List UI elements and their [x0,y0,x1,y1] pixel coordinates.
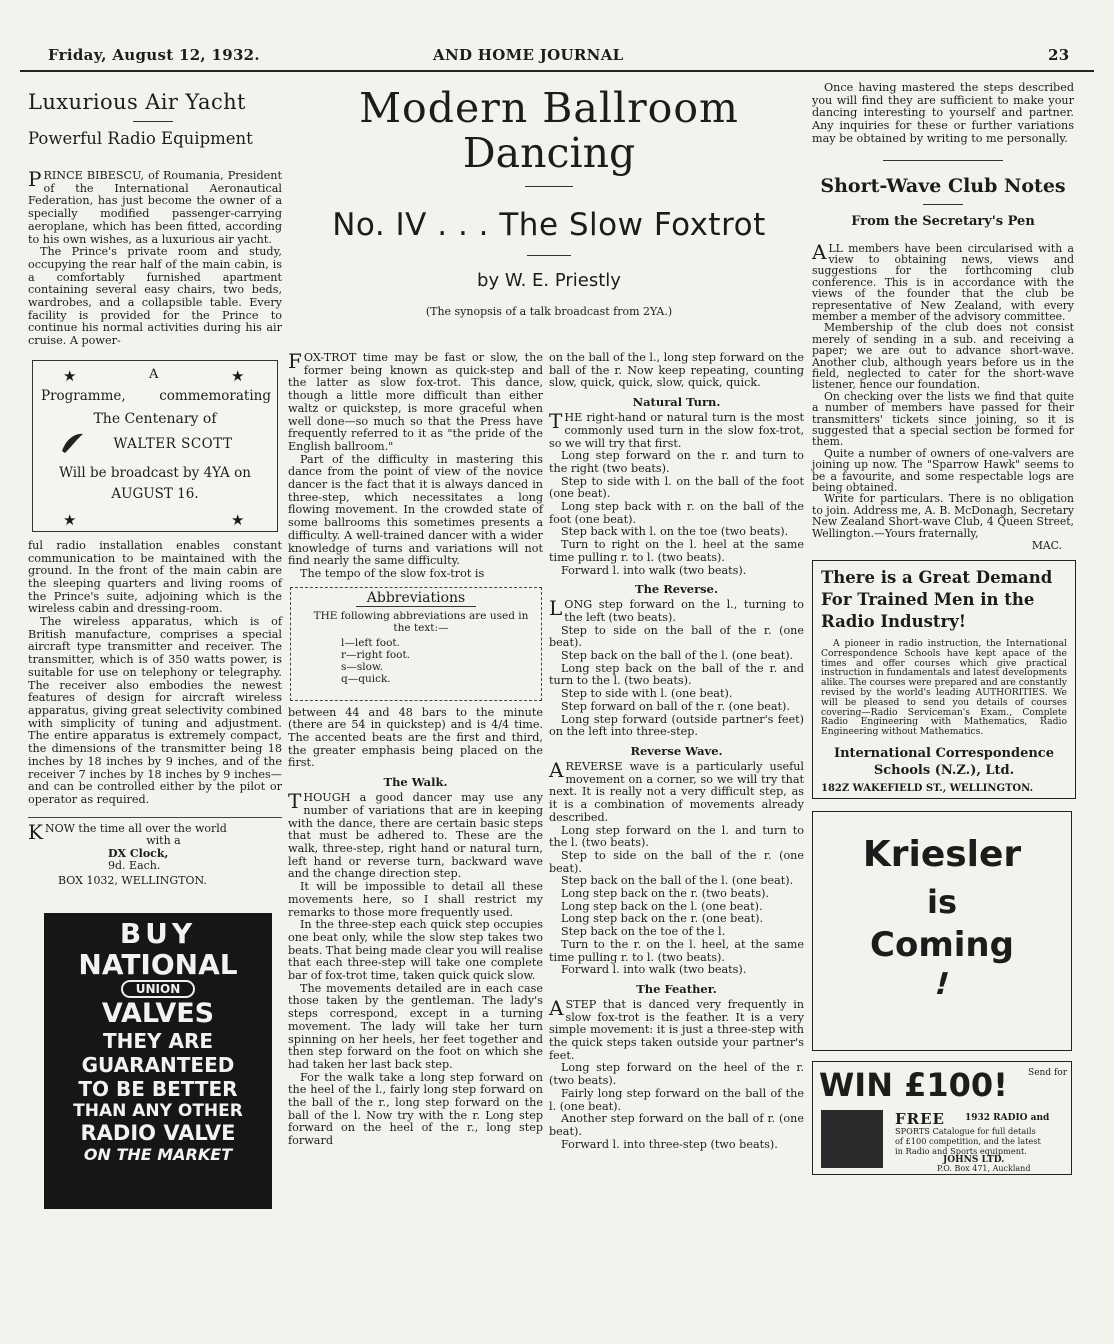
reverse-step: Long step forward (outside partner's feet) on the left into three-step. [549,712,804,739]
dx-clock-ad [28,817,282,888]
dx-line-1: NOW the time all over the world [44,821,227,835]
ics-body: A pioneer in radio instruction, the International Correspondence Schools have kept apace of the times and offer courses which give practical instruction in fundamentals and latest developments alike. The courses were prepared and are constantly revised by the world's leading AUTHORITIES. We will be pleased to send you details of courses covering—Radio Serviceman's Exam., Complete Radio Engineering with Mathematics, Radio Engineering without Mathematics. [821,638,1067,738]
johns-headline: WIN £100! [819,1066,1008,1105]
wave-step: Long step forward on the l. and turn to the l. (two beats). [549,823,804,850]
walk-para-2: It will be impossible to detail all these movements here, so I shall restrict my remarks to those more frequently used. [288,880,543,919]
johns-text-1: 1932 RADIO and [965,1113,1050,1124]
kriesler-line-1: Kriesler [862,834,1022,876]
dx-line-4: 9d. Each. [108,859,161,873]
section-rule [883,160,1003,161]
air-yacht-title: Luxurious Air Yacht [28,90,246,114]
abbreviations-rule [356,606,476,607]
scott-line-5: AUGUST 16. [111,485,199,502]
wave-step: Long step back on the r. (two beats). [561,887,770,901]
dropcap: T [288,789,302,814]
wave-para-1 [549,757,804,825]
star-icon: ★ [231,510,245,529]
shortwave-subtitle: From the Secretary's Pen [851,213,1035,229]
walk-para-4: The movements detailed are in each case those taken by the gentleman. The lady's steps correspond, except in a turning movement. The lady will take her turn spinning on her heels, her feet together and then step forward on the foot on which she had taken her last back step. [288,981,543,1071]
valves-line: TO BE BETTER [78,1077,238,1102]
air-yacht-para-1 [28,167,282,246]
valves-line: ON THE MARKET [83,1145,233,1165]
catalogue-image [821,1110,883,1168]
ballroom-note: (The synopsis of a talk broadcast from 2YA.) [425,305,673,318]
johns-free: FREE [895,1110,945,1129]
ballroom-column-b [549,352,804,1151]
abbreviation-item: l—left foot. [341,636,400,649]
ballroom-heading [288,86,810,318]
dropcap: T [549,409,563,434]
walk-para-3: In the three-step each quick step occupies one beat only, while the slow step takes two beats. That being made clear you will realise that each three-step will take one complete bar of fox-trot time, taken quick quick slow. [288,918,543,983]
shortwave-para-5: Write for particulars. There is no obligation to join. Address me, A. B. McDonagh, Secretary New Zealand Short-wave Club, 4 Queen Street, Wellington.—Yours fraternally, [812,492,1074,540]
natural-step: Long step back with r. on the ball of the foot (one beat). [549,500,804,526]
para-text: REVERSE wave is a particularly useful movement on a corner, so we will try that next. It is really not a very difficult step, as it is a combination of movements already described. [549,759,804,824]
title-rule [525,186,573,187]
scott-line-1: Programme, [41,387,126,404]
ics-ad [812,560,1076,799]
scott-line-1b: commemorating [159,387,271,404]
ics-address: 182Z WAKEFIELD ST., WELLINGTON. [821,783,1034,795]
air-yacht-article [20,90,282,348]
wave-step: Long step back on the l. (one beat). [561,899,763,913]
kriesler-line-3: Coming [870,925,1014,966]
kriesler-mark: ! [930,967,954,1003]
feather-step: Fairly long step forward on the ball of the l. (one beat). [549,1086,804,1113]
dropcap: P [28,167,42,191]
johns-text-4: in Radio and Sports equipment. [895,1146,1027,1157]
abbreviation-item: s—slow. [341,660,384,673]
feather-heading: The Feather. [636,981,717,996]
ballroom-title-line-1: Modern Ballroom [359,84,739,132]
ics-name: International Correspondence Schools (N.Z.), Ltd. [833,746,1054,779]
air-yacht-para-3: ful radio installation enables constant communication to be maintained with the ground. In the front of the main cabin are the sleeping quarters and living rooms of the Prince's suite, adjoining which is the wireless cabin and dressing-room. [28,538,282,616]
scott-line-2: The Centenary of [93,410,217,427]
ballroom-para-4: between 44 and 48 bars to the minute (there are 54 in quickstep) and is 4/4 time. The accented beats are the first and third, the greater emphasis being placed on the first. [288,705,543,770]
ornament-letter: A [149,366,159,382]
abbreviations-list [291,637,541,685]
dropcap: F [288,349,302,373]
abbreviation-item: q—quick. [341,672,391,685]
feather-para-1 [549,995,804,1063]
wave-step: Turn to the r. on the l. heel, at the same time pulling r. to l. (two beats). [549,937,804,964]
natural-para-1 [549,409,804,450]
para-text: RINCE BIBESCU, of Roumania, President of the International Aeronautical Federation, has just become the owner of a specially modified passenger-carrying aeroplane, which has been fitted, according to his own wishes, as a luxurious air yacht. [28,169,282,246]
abbreviations-intro: THE following abbreviations are used in the text:— [313,609,529,634]
star-icon: ★ [63,510,77,529]
ballroom-subtitle: No. IV . . . The Slow Foxtrot [332,207,766,243]
kriesler-line-2: is [926,883,957,922]
scott-programme-box [32,360,278,532]
reverse-step: Long step back on the ball of the r. and turn to the l. (two beats). [549,661,804,688]
valves-line: THEY ARE [102,1029,214,1054]
feather-step: Another step forward on the ball of r. (one beat). [549,1112,804,1138]
natural-step: Long step forward on the r. and turn to the right (two beats). [549,449,804,475]
shortwave-para-1 [812,239,1074,323]
air-yacht-para-4: The wireless apparatus, which is of British manufacture, comprises a special aircraft type transmitter and receiver. The transmitter, which is of 350 watts power, is suitable for use on telephony or telegraphy. The receiver also embodies the newest features of design for aircraft wireless apparatus, giving great selectivity combined with simplicity of tuning and adjustment. The entire apparatus is extremely compact, the dimensions of the transmitter being 18 inches by 18 inches by 9 inches, and of the receiver 7 inches by 18 inches by 9 inches—and can be controlled either by the pilot or operator as required. [28,615,282,806]
wave-step: Step back on the toe of the l. [561,925,726,939]
dropcap: L [549,596,563,621]
abbreviations-title: Abbreviations [366,589,466,606]
valves-line: THAN ANY OTHER [73,1101,243,1122]
air-yacht-continued [20,540,282,807]
star-icon: ★ [63,366,77,385]
union-logo: UNION [121,980,195,998]
header-date: Friday, August 12, 1932. [48,46,260,64]
scott-line-4: Will be broadcast by 4YA on [59,464,251,481]
title-rule [527,255,571,256]
ballroom-closing: Once having mastered the steps described you will find they are sufficient to make your dancing interesting to yourself and partner. Any inquiries for these or further variations may be obtained by writing to me personally. [812,81,1074,145]
johns-address: P.O. Box 471, Auckland [937,1164,1031,1174]
feather-step: Long step forward on the heel of the r. (two beats). [549,1061,804,1088]
reverse-step: Step to side with l. (one beat). [561,687,733,701]
shortwave-title: Short-Wave Club Notes [820,174,1066,197]
natural-turn-heading: Natural Turn. [632,395,721,410]
ics-headline: There is a Great Demand For Trained Men in the Radio Industry! [821,568,1053,632]
para-text: LL members have been circularised with a view to obtaining news, views and suggestions for the forthcoming club conference. This is in accordance with the views of the founder that the club be representative of New Zealand, with every member a member of the advisory committee. [812,241,1074,323]
column-right [812,80,1074,1175]
wave-step: Step back on the ball of the l. (one beat). [561,874,794,888]
ballroom-byline: by W. E. Priestly [477,270,621,291]
reverse-step: Step forward on ball of the r. (one beat). [561,699,790,713]
reverse-para-1 [549,596,804,624]
dropcap: A [549,757,564,782]
dx-line-3: DX Clock, [108,846,169,860]
title-rule [133,121,173,122]
ballroom-column-a [288,349,543,1148]
ballroom-title-line-2: Dancing [462,129,636,177]
reverse-step: Step to side on the ball of the r. (one beat). [549,623,804,650]
air-yacht-para-2: The Prince's private room and study, occupying the rear half of the main cabin, is a comfortably furnished apartment containing several easy chairs, two beds, wardrobes, and a collapsible table. Every facility is provided for the Prince to continue his normal activities during his air cruise. A power- [28,245,282,348]
valves-line: RADIO VALVE [80,1121,236,1146]
johns-ad [812,1061,1072,1175]
dropcap: A [549,995,564,1020]
dropcap: K [28,819,43,844]
para-text: STEP that is danced very frequently in slow fox-trot is the feather. It is a very simple movement: it is just a three-step with the quick steps taken outside your partner's feet. [549,997,804,1062]
walk-heading: The Walk. [383,775,448,790]
para-text: OX-TROT time may be fast or slow, the former being known as quick-step and the latter as slow fox-trot. This dance, though a little more difficult than either waltz or quickstep, is more graceful when well done—so much so that the Press have frequently referred to it as "the pride of the English ballroom." [288,351,543,453]
dx-line-2: with a [146,834,181,848]
ballroom-intro [288,349,543,454]
para-text: HE right-hand or natural turn is the most commonly used turn in the slow fox-trot, so we will try that first. [549,411,804,450]
natural-step: Step back with l. on the toe (two beats). [561,525,789,539]
header-title: AND HOME JOURNAL [433,46,624,64]
johns-company: JOHNS LTD. [943,1155,1005,1166]
johns-send: Send for [1028,1068,1067,1079]
title-rule [923,204,963,205]
natural-step: Forward l. into walk (two beats). [561,563,747,577]
wave-step: Forward l. into walk (two beats). [561,963,747,977]
para-text: HOUGH a good dancer may use any number of variations that are in keeping with the dance, there are certain basic steps that must be adhered to. These are the walk, three-step, right hand or natural turn, left hand or reverse turn, backward wave and the change direction step. [288,791,543,881]
shortwave-para-2: Membership of the club does not consist merely of sending in a sub. and receiving a paper; we are out to advance short-wave. Another club, although years before us in the field, neglected to cater for the short-wave listener, hence our foundation. [812,321,1074,392]
valves-line: NATIONAL [78,948,238,982]
shortwave-signature: MAC. [1031,539,1062,553]
walk-continued: on the ball of the l., long step forward on the ball of the r. Now keep repeating, counting slow, quick, quick, slow, quick, quick. [549,351,804,390]
para-text: ONG step forward on the l., turning to the left (two beats). [564,598,804,624]
header-rule [20,70,1094,72]
reverse-wave-heading: Reverse Wave. [630,743,723,758]
johns-text-2: SPORTS Catalogue for full details [895,1126,1036,1137]
reverse-heading: The Reverse. [635,582,718,597]
valves-line: GUARANTEED [81,1053,235,1078]
reverse-step: Step back on the ball of the l. (one beat). [561,649,794,663]
wave-step: Long step back on the r. (one beat). [561,912,764,926]
natural-step: Turn to right on the l. heel at the same time pulling r. to l. (two beats). [549,538,804,564]
ballroom-para-3: The tempo of the slow fox-trot is [300,566,485,580]
air-yacht-subtitle: Powerful Radio Equipment [28,129,253,148]
scott-line-3: WALTER SCOTT [113,435,233,452]
column-left [20,80,282,1209]
abbreviations-box [290,587,542,701]
valves-line: BUY [119,917,197,951]
dropcap: A [812,239,827,264]
ballroom-para-2: Part of the difficulty in mastering this dance from the point of view of the novice dancer is the fact that it is always danced in three-step, which necessitates a long flowing movement. In the crowded state of some ballrooms this sometimes presents a difficulty. A well-trained dancer with a wider knowledge of turns and variations will not find nearly the same difficulty. [288,452,543,568]
national-union-valves-ad [44,913,272,1209]
natural-step: Step to side with l. on the ball of the foot (one beat). [549,474,804,501]
walk-para-1 [288,789,543,881]
star-icon: ★ [231,366,245,385]
valves-line: VALVES [101,998,215,1030]
shortwave-para-3: On checking over the lists we find that quite a number of members have passed for their transmitters' tickets since joining, so it is suggested that a special section be formed for them. [812,389,1074,449]
johns-text-3: of £100 competition, and the latest [895,1136,1041,1147]
feather-step: Forward l. into three-step (two beats). [561,1137,778,1151]
kriesler-ad [812,811,1072,1051]
shortwave-para-4: Quite a number of owners of one-valvers are joining up now. The "Sparrow Hawk" seems to be a favourite, and some respectable logs are being obtained. [812,446,1074,495]
dx-line-5: BOX 1032, WELLINGTON. [58,873,207,887]
walk-para-5: For the walk take a long step forward on the heel of the l., fairly long step forward on the ball of the r., long step forward on the ball of the l. Now try with the r. Long step forward on the heel of the r., long step forward [288,1070,543,1148]
abbreviation-item: r—right foot. [341,648,411,661]
header-page-number: 23 [1048,46,1070,64]
wave-step: Step to side on the ball of the r. (one beat). [549,848,804,875]
